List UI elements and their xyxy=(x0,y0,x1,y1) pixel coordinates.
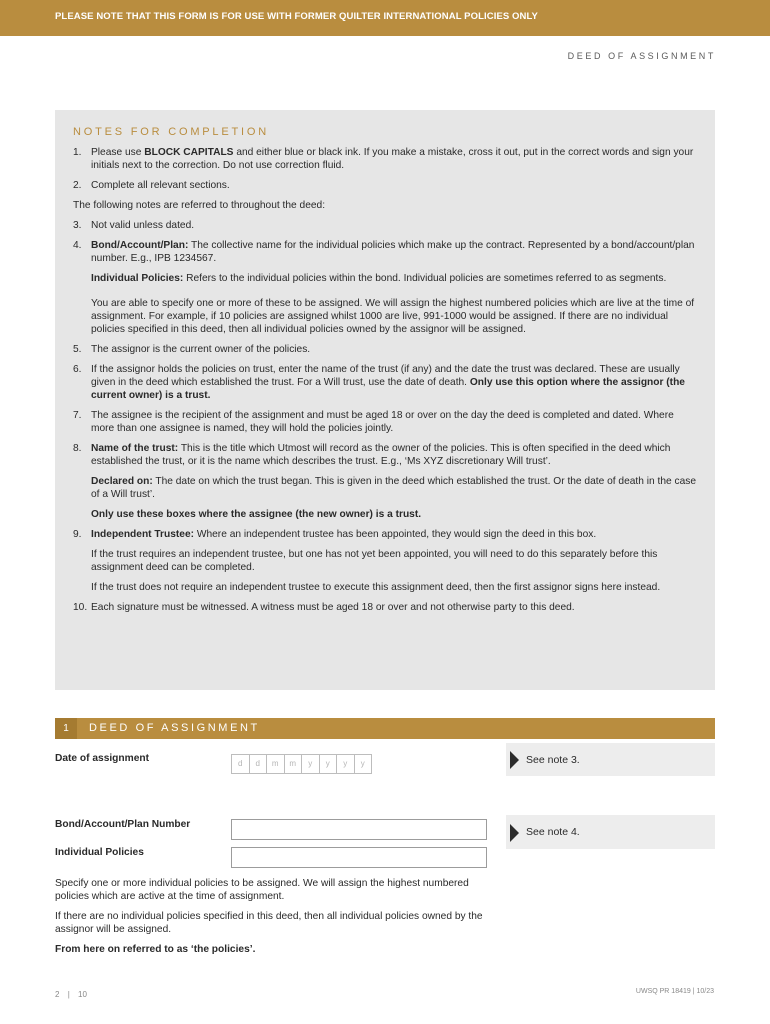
note-8-declared-on xyxy=(91,475,697,501)
top-banner xyxy=(0,0,770,36)
note-text: If the assignor holds the policies on trust, enter the name of the trust (if any) and the date the trust was declared. These are usually given in the deed which established the trust. For a Will trust, use the date of death. xyxy=(91,364,680,388)
section-title: DEED OF ASSIGNMENT xyxy=(89,722,260,734)
bond-account-plan-label: Bond/Account/Plan Number xyxy=(55,819,191,830)
notes-panel xyxy=(55,110,715,690)
date-digit-box[interactable]: m xyxy=(284,754,303,774)
note-4-individual-policies xyxy=(91,272,697,285)
page-separator: | xyxy=(67,990,70,999)
the-policies-definition: From here on referred to as ‘the policies’. xyxy=(55,944,256,955)
note-number: 10. xyxy=(73,602,88,613)
date-digit-box[interactable]: y xyxy=(336,754,355,774)
note-number: 8. xyxy=(73,443,82,454)
note-number: 2. xyxy=(73,180,82,191)
note-3 xyxy=(73,219,697,232)
individual-policies-instructions: Specify one or more individual policies to be assigned. We will assign the highest numbered policies which are active at the time of assignment. xyxy=(55,878,469,902)
note-term: Declared on: xyxy=(91,476,153,487)
note-emphasis: Only use this option where the assignor (the current owner) is a trust. xyxy=(91,377,685,401)
note-number: 1. xyxy=(73,147,82,158)
bond-account-plan-number-field[interactable] xyxy=(231,819,487,840)
note-7 xyxy=(73,409,697,435)
note-8 xyxy=(73,442,697,468)
note-number: 5. xyxy=(73,344,82,355)
date-of-assignment-input xyxy=(231,754,371,774)
note-number: 9. xyxy=(73,529,82,540)
see-note-4-callout xyxy=(506,815,715,849)
note-text: Where an independent trustee has been appointed, they would sign the deed in this box. xyxy=(194,529,597,540)
date-digit-box[interactable]: d xyxy=(231,754,250,774)
note-emphasis: BLOCK CAPITALS xyxy=(144,147,234,158)
note-text: The collective name for the individual policies which make up the contract. Represented by a bond/account/plan number. E.g., IPB 1234567. xyxy=(91,240,695,264)
pointer-arrow-icon xyxy=(510,824,519,842)
notes-heading: NOTES FOR COMPLETION xyxy=(73,126,269,138)
note-1 xyxy=(73,146,697,172)
note-text: and either blue or black ink. If you make a mistake, cross it out, put in the correct words and sign your initials next to the correction. Do not use correction fluid. xyxy=(91,147,694,171)
note-text: The date on which the trust began. This is given in the deed which established the trust. Or the date of death in the case of a Will trust’. xyxy=(91,476,697,500)
note-text: Complete all relevant sections. xyxy=(91,180,230,191)
note-term: Bond/Account/Plan: xyxy=(91,240,189,251)
note-4-assignment-detail: You are able to specify one or more of these to be assigned. We will assign the highest numbered policies which are live at the time of assignment. For example, if 10 policies are assigned whilst 1000 are live, 991-1000 would be assigned. If there are no individual policies specified in this deed, then all individual policies owned by the assignor will be assigned. xyxy=(91,298,695,335)
note-text: This is the title which Utmost will record as the owner of the policies. This is often specified in the deed which established the trust, or it is the name which describes the trust. E.g., ‘Ms XYZ discretionary Will trust’. xyxy=(91,443,671,467)
note-text: Refers to the individual policies within the bond. Individual policies are sometimes referred to as segments. xyxy=(183,273,667,284)
pointer-arrow-icon xyxy=(510,751,519,769)
section-number: 1 xyxy=(55,718,77,739)
note-number: 7. xyxy=(73,410,82,421)
note-emphasis: Only use these boxes where the assignee (the new owner) is a trust. xyxy=(91,509,422,520)
see-note-3-text: See note 3. xyxy=(526,754,580,766)
note-number: 3. xyxy=(73,220,82,231)
note-text: The assignee is the recipient of the assignment and must be aged 18 or over on the day the deed is completed and dated. Where more than one assignee is named, they will hold the policies jointly. xyxy=(91,410,674,434)
section-1-header xyxy=(55,718,715,739)
note-text: Please use xyxy=(91,147,145,158)
see-note-4-text: See note 4. xyxy=(526,826,580,838)
date-digit-box[interactable]: m xyxy=(266,754,285,774)
individual-policies-label: Individual Policies xyxy=(55,847,144,858)
note-text: Each signature must be witnessed. A witness must be aged 18 or over and not otherwise party to this deed. xyxy=(91,602,575,613)
note-4 xyxy=(73,239,697,265)
total-pages: 10 xyxy=(78,990,87,999)
note-6 xyxy=(73,363,697,402)
date-digit-box[interactable]: d xyxy=(249,754,268,774)
note-10 xyxy=(73,601,697,614)
document-title: DEED OF ASSIGNMENT xyxy=(567,51,716,61)
note-term: Independent Trustee: xyxy=(91,529,195,540)
note-term: Individual Policies: xyxy=(91,273,184,284)
note-text: The assignor is the current owner of the policies. xyxy=(91,344,311,355)
notes-body xyxy=(73,146,697,621)
individual-policies-field[interactable] xyxy=(231,847,487,868)
note-9 xyxy=(73,528,697,541)
banner-notice: PLEASE NOTE THAT THIS FORM IS FOR USE WITH FORMER QUILTER INTERNATIONAL POLICIES ONLY xyxy=(55,11,538,22)
note-number: 6. xyxy=(73,364,82,375)
note-9-detail-1: If the trust requires an independent trustee, but one has not yet been appointed, you will need to do this separately before this assignment deed can be completed. xyxy=(91,549,658,573)
date-of-assignment-label: Date of assignment xyxy=(55,753,149,764)
see-note-3-callout xyxy=(506,743,715,776)
note-9-detail-2: If the trust does not require an independent trustee to execute this assignment deed, then the first assignor signs here instead. xyxy=(91,582,661,593)
current-page: 2 xyxy=(55,990,60,999)
note-8-trust-only xyxy=(91,508,697,521)
note-term: Name of the trust: xyxy=(91,443,179,454)
date-digit-box[interactable]: y xyxy=(354,754,373,774)
page-number xyxy=(55,990,87,999)
note-number: 4. xyxy=(73,240,82,251)
note-2 xyxy=(73,179,697,192)
date-digit-box[interactable]: y xyxy=(301,754,320,774)
notes-intro: The following notes are referred to throughout the deed: xyxy=(73,200,326,211)
no-policies-specified-note: If there are no individual policies specified in this deed, then all individual policies owned by the assignor will be assigned. xyxy=(55,911,483,935)
note-text: Not valid unless dated. xyxy=(91,220,195,231)
note-5 xyxy=(73,343,697,356)
form-reference: UWSQ PR 18419 | 10/23 xyxy=(635,988,714,995)
date-digit-box[interactable]: y xyxy=(319,754,338,774)
